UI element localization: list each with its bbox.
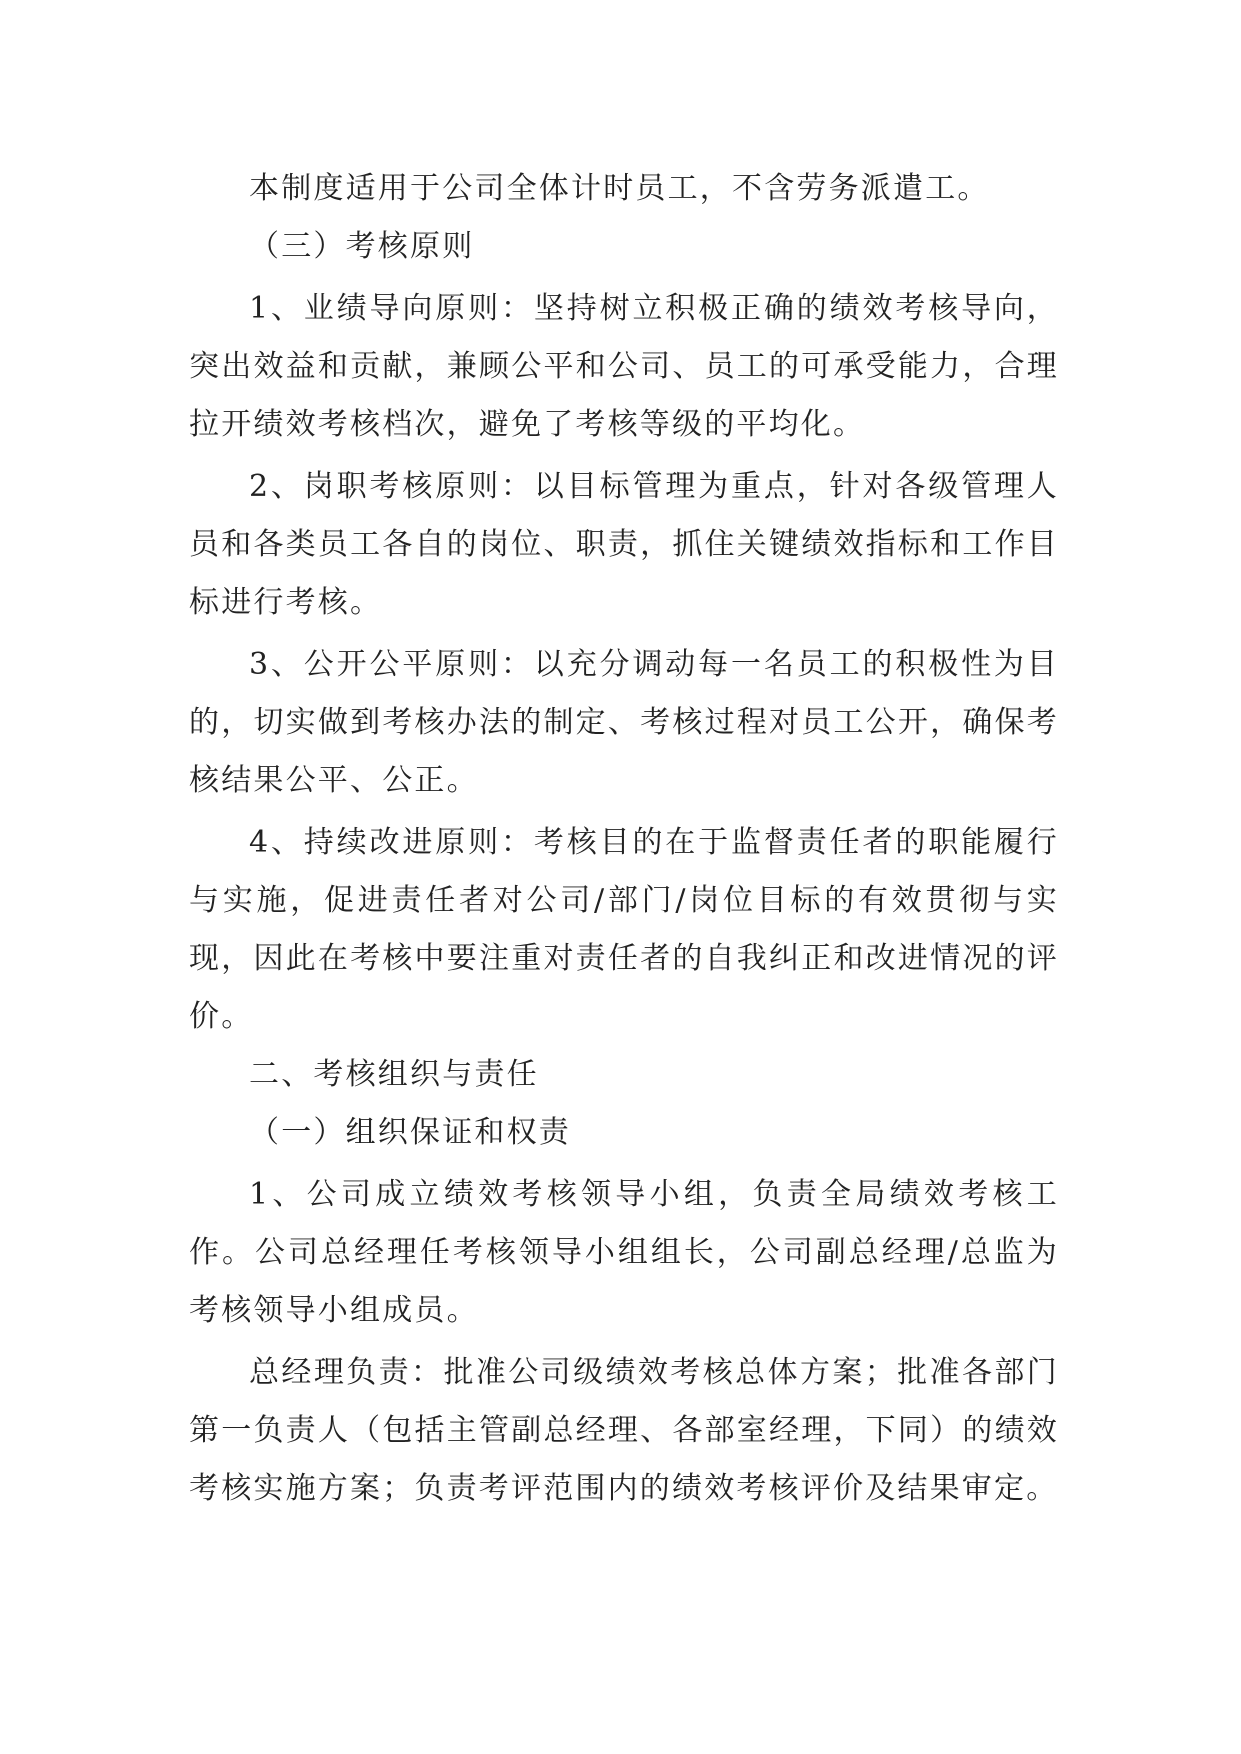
paragraph-principle-3: 3、公开公平原则：以充分调动每一名员工的积极性为目的，切实做到考核办法的制定、考核过程对员工公开，确保考核结果公平、公正。	[189, 647, 1059, 798]
heading-assessment-principles: （三）考核原则	[249, 229, 475, 264]
paragraph-principle-1: 1、业绩导向原则：坚持树立积极正确的绩效考核导向，突出效益和贡献，兼顾公平和公司、员工的可承受能力，合理拉开绩效考核档次，避免了考核等级的平均化。	[189, 291, 1059, 442]
paragraph-scope: 本制度适用于公司全体计时员工，不含劳务派遣工。	[249, 171, 990, 206]
paragraph-leadership-group: 1、公司成立绩效考核领导小组，负责全局绩效考核工作。公司总经理任考核领导小组组长，公司副总经理/总监为考核领导小组成员。	[189, 1177, 1059, 1328]
heading-organization-guarantee: （一）组织保证和权责	[249, 1115, 571, 1150]
heading-organization-responsibility: 二、考核组织与责任	[249, 1057, 539, 1092]
document-body	[189, 160, 1059, 1518]
paragraph-principle-2: 2、岗职考核原则：以目标管理为重点，针对各级管理人员和各类员工各自的岗位、职责，抓住关键绩效指标和工作目标进行考核。	[189, 469, 1059, 620]
paragraph-general-manager-duties: 总经理负责：批准公司级绩效考核总体方案；批准各部门第一负责人（包括主管副总经理、各部室经理，下同）的绩效考核实施方案；负责考评范围内的绩效考核评价及结果审定。	[189, 1355, 1059, 1506]
paragraph-principle-4: 4、持续改进原则：考核目的在于监督责任者的职能履行与实施，促进责任者对公司/部门/岗位目标的有效贯彻与实现，因此在考核中要注重对责任者的自我纠正和改进情况的评价。	[189, 825, 1059, 1034]
